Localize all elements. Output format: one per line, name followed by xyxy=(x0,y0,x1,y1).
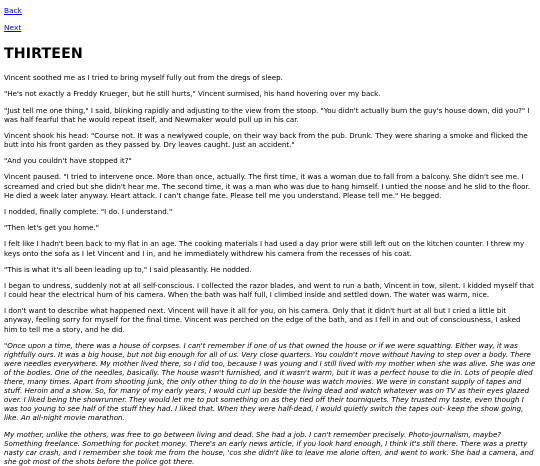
paragraph: Vincent shook his head: "Course not. It was a newlywed couple, on their way back from the pub. Drunk. They were sharing a smoke and flicked the butt into his front garden as they passed by. Dry leaves caught. Just an accident." xyxy=(4,130,528,149)
paragraph: I felt like I hadn't been back to my flat in an age. The cooking materials I had used a day prior were still left out on the kitchen counter. I threw my keys onto the sofa as I let Vincent and I in, and he immediately withdrew his camera from the recesses of his coat. xyxy=(4,239,525,258)
paragraph: I nodded, finally complete. "I do. I understand." xyxy=(4,206,173,216)
chapter-title: THIRTEEN xyxy=(4,46,83,62)
paragraph: "And you couldn't have stopped it?" xyxy=(4,156,132,166)
story-paragraph: My mother, unlike the others, was free to go between living and dead. She had a job. I can't remember precisely. Photo-journalism, maybe? Something freelance. Something for pocket money. There's an early news article, if you look hard enough, I think it's still there. There was a pretty nasty car crash, and I remember she took me from the house, 'cos she didn't like to leave me alone often, and went to work. She had a camera, and she got most of the shots before the police got there. xyxy=(4,429,534,466)
paragraph: I began to undress, suddenly not at all self-conscious. I collected the razor blades, and went to run a bath, Vincent in tow, silent. I kidded myself that I could hear the electrical hum of his camera. When the bath was half full, I climbed inside and settled down. The water was warm, nice. xyxy=(4,281,534,300)
paragraph: I don't want to describe what happened next. Vincent will have it all for you, on his camera. Only that it didn't hurt at all but I cried a little bit anyway, feeling sorry for myself for the final time. Vincent was perched on the edge of the bath, and as I fell in and out of consciousness, I asked him to tell me a story, and he did. xyxy=(4,306,521,334)
chapter-body xyxy=(4,73,536,466)
paragraph: Vincent paused. "I tried to intervene once. More than once, actually. The first time, it was a woman due to fall from a balcony. She didn't see me. I screamed and cried but she didn't hear me. The second time, it was a man who was due to hang himself. I untied the noose and he slid to the floor. He died a week later anyway. Heart attack. I can't change fate. Please tell me you understand. Please tell me." He begged. xyxy=(4,172,530,200)
paragraph: "This is what it's all been leading up to," I said pleasantly. He nodded. xyxy=(4,264,252,274)
paragraph: "He's not exactly a Freddy Krueger, but he still hurts," Vincent surmised, his hand hovering over my back. xyxy=(4,89,381,99)
next-link[interactable]: Next xyxy=(4,23,22,32)
paragraph: Vincent soothed me as I tried to bring myself fully out from the dregs of sleep. xyxy=(4,73,283,82)
back-link[interactable]: Back xyxy=(4,6,22,15)
paragraph: "Then let's get you home." xyxy=(4,223,100,233)
paragraph: "Just tell me one thing," I said, blinking rapidly and adjusting to the view from the stoop. "You didn't actually burn the guy's house down, did you?" I was half fearful that he would repeat itself, and Newmaker would pull up in his car. xyxy=(4,105,530,124)
story-paragraph: "Once upon a time, there was a house of corpses. I can't remember if one of us that owned the house or if we were squatting. Either way, it was rightfully ours. It was a big house, but not big enough for all of us. Very close quarters. You couldn't move without having to step over a body. There were needles everywhere. My mother lived there, so I did too, because I was young and I still lived with my mother when she was alive. She was one of the bodies. One of the needles, basically. The house wasn't furnished, and it wasn't warm, but it was a perfect house to die in. Lots of people died there, many times. Apart from shooting junk, the only other thing to do in the house was watch movies. We were in constant supply of tapes and stuff. Heroin and a show. So, for many of my early years, I would curl up beside the living dead and watch whatever was on TV as their eyes glazed over. I liked being the showrunner. They would let me to put something on as they tied off their tourniquets. They trusted my taste, even though I was too young to see half of the stuff they had. I liked that. When they were half-dead, I would quietly switch the tapes out- keep the show going, like. An all-night movie marathon. xyxy=(4,340,536,423)
